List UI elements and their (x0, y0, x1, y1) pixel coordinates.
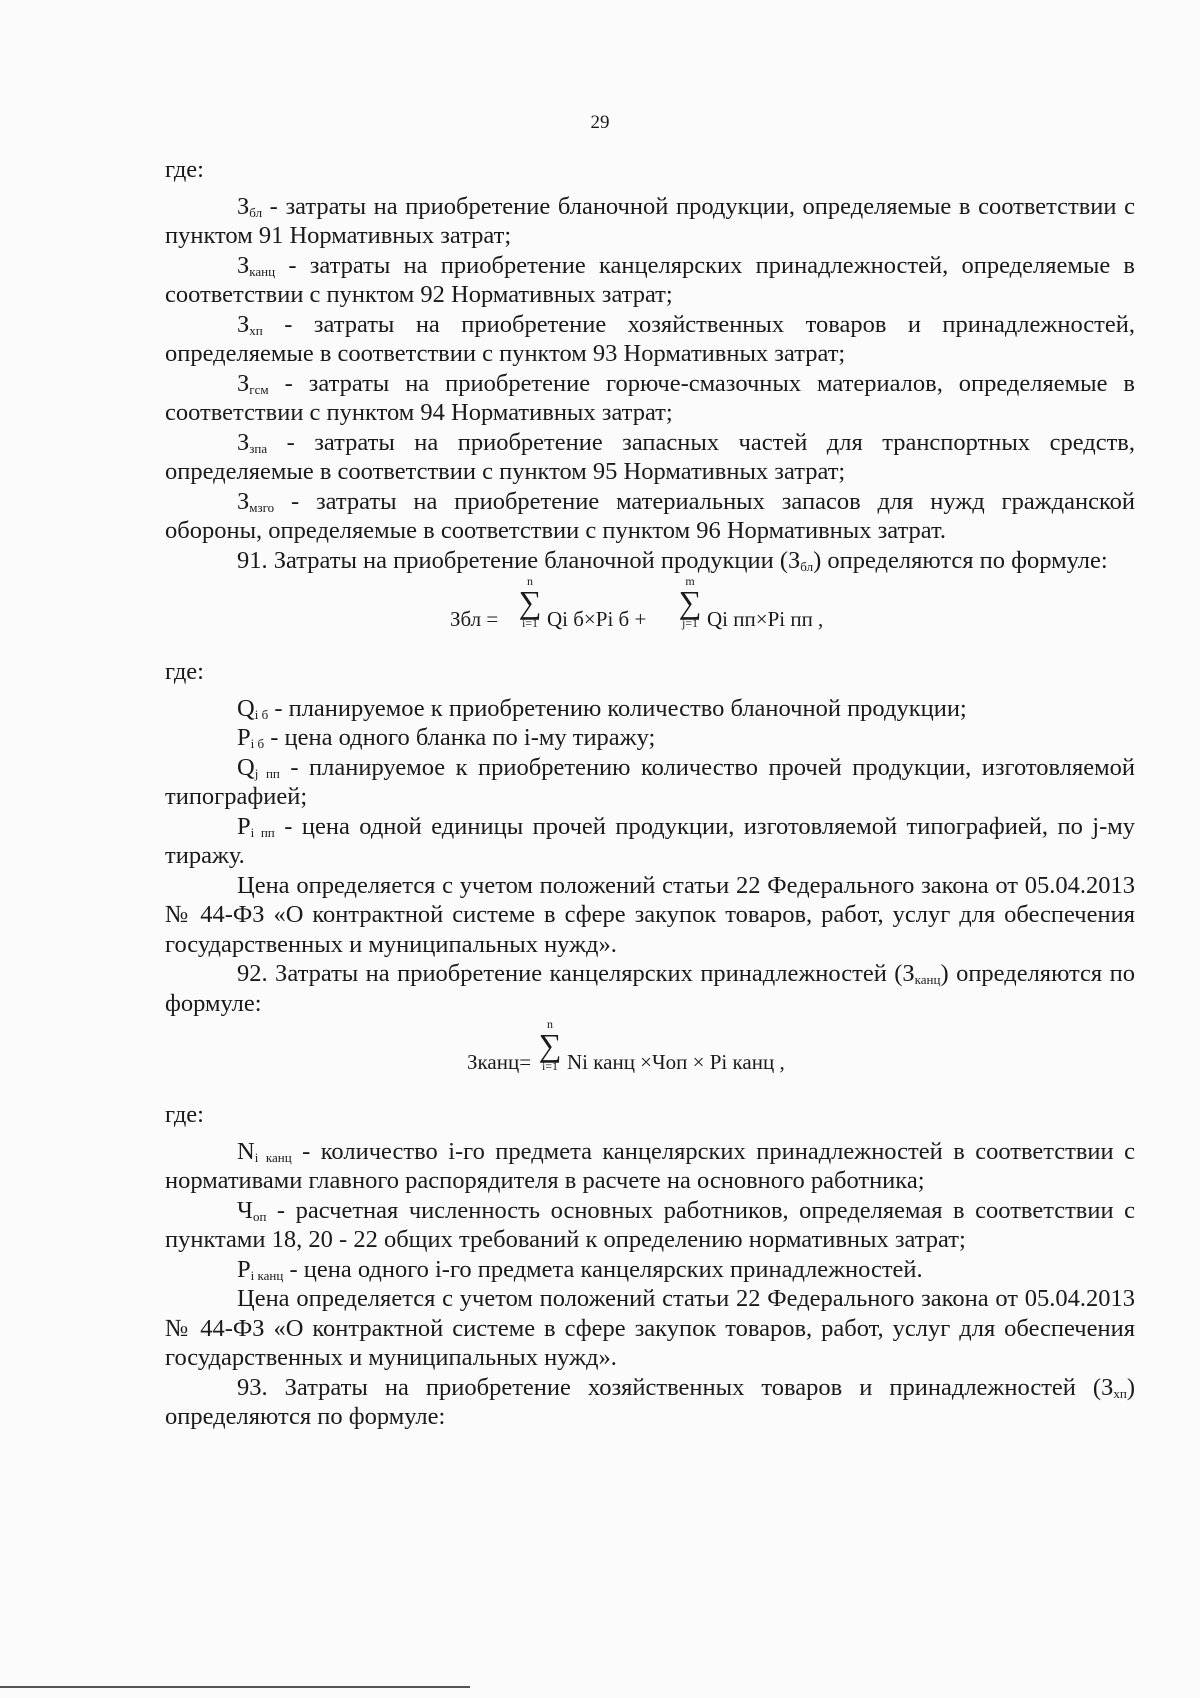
definition-zmzgo: $З_{мзго}$ - затраты на приобретение материальных запасов для нужд гражданской обороны, определяемые в соответствии с пунктом 96 Нормативных затрат. (165, 487, 1135, 544)
definition-pib: $P_{i б}$ - цена одного бланка по i-му тиражу; (237, 724, 656, 751)
definition-qjpp: $Q_{j пп}$ - планируемое к приобретению количество прочей продукции, изготовляемой типографией; (165, 753, 1135, 810)
definition-pikanc: $P_{i канц}$ - цена одного i-го предмета канцелярских принадлежностей. (237, 1255, 923, 1283)
definition-zgsm: $З_{гсм}$ - затраты на приобретение горюче-смазочных материалов, определяемые в соответствии с пунктом 94 Нормативных затрат; (165, 369, 1135, 426)
sum-symbol-2: m ∑ j=1 (678, 574, 702, 630)
page-number: 29 (590, 112, 610, 133)
where-label: где: (165, 156, 204, 183)
definition-zzpa: $З_{зпа}$ - затраты на приобретение запасных частей для транспортных средств, определяемые в соответствии с пунктом 95 Нормативных затрат; (165, 428, 1135, 485)
definition-qib: $Q_{i б}$ - планируемое к приобретению количество бланочной продукции; (237, 694, 967, 722)
document-body (165, 155, 1135, 1432)
sum-symbol-3: n ∑ i=1 (538, 1017, 562, 1073)
price-note-2: Цена определяется с учетом положений статьи 22 Федерального закона от 05.04.2013 № 44-ФЗ «О контрактной системе в сфере закупок товаров, работ, услуг для обеспечения государственных и муниципальных нужд». (165, 1285, 1135, 1371)
clause-93: 93. Затраты на приобретение хозяйственных товаров и принадлежностей $(З_{хп})$ определяются по формуле: (165, 1373, 1135, 1430)
definition-nikanc: $N_{i канц}$ - количество i-го предмета канцелярских принадлежностей в соответствии с нормативами главного распорядителя в расчете на основного работника; (165, 1137, 1135, 1194)
definition-zbl: $З_{бл}$ - затраты на приобретение бланочной продукции, определяемые в соответствии с пунктом 91 Нормативных затрат; (165, 192, 1135, 249)
sum-symbol-1: n ∑ i=1 (518, 574, 542, 630)
definition-zkanc: $З_{канц}$ - затраты на приобретение канцелярских принадлежностей, определяемые в соответствии с пунктом 92 Нормативных затрат; (165, 251, 1135, 308)
formula-zbl: Збл = n ∑ i=1 Qi б×Pi б + m ∑ j=1 Qi пп×Pi пп , (450, 574, 824, 631)
where-label: где: (165, 658, 204, 685)
where-label: где: (165, 1101, 204, 1128)
price-note-1: Цена определяется с учетом положений статьи 22 Федерального закона от 05.04.2013 № 44-ФЗ «О контрактной системе в сфере закупок товаров, работ, услуг для обеспечения государственных и муниципальных нужд». (165, 871, 1135, 958)
clause-92: 92. Затраты на приобретение канцелярских принадлежностей $(З_{канц})$ определяются по формуле: (165, 960, 1135, 1017)
definition-chop: $Ч_{оп}$ - расчетная численность основных работников, определяемая в соответствии с пунктами 18, 20 - 22 общих требований к определению нормативных затрат; (165, 1196, 1135, 1253)
bottom-rule (0, 1686, 470, 1688)
clause-91: 91. Затраты на приобретение бланочной продукции $(З_{бл})$ определяются по формуле: (237, 546, 1108, 574)
formula-zkanc: Зканц= n ∑ i=1 Ni канц ×Чоп × Pi канц , (467, 1017, 785, 1074)
definition-zhp: $З_{хп}$ - затраты на приобретение хозяйственных товаров и принадлежностей, определяемые в соответствии с пунктом 93 Нормативных затрат; (165, 310, 1135, 367)
definition-pipp: $P_{i пп}$ - цена одной единицы прочей продукции, изготовляемой типографией, по j-му тиражу. (165, 812, 1135, 869)
